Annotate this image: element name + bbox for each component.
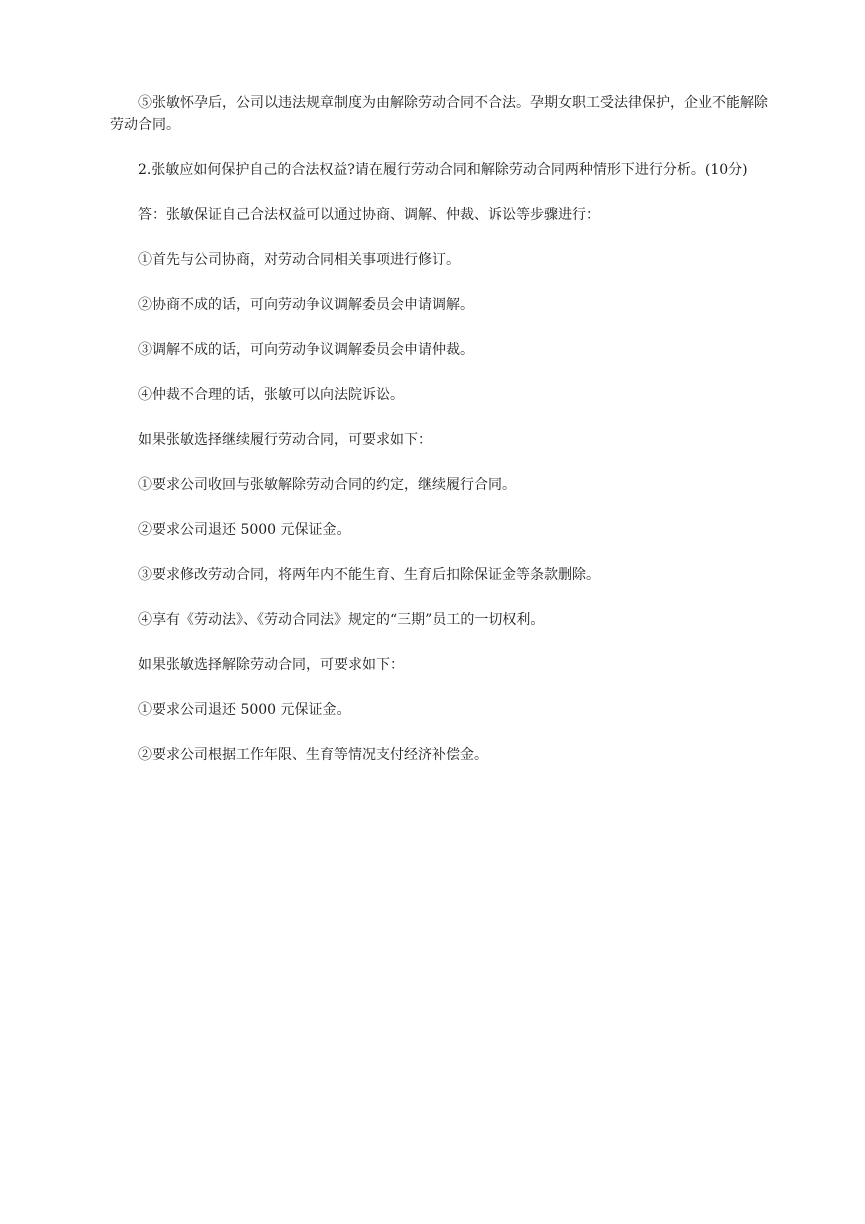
paragraph-question-2: 2.张敏应如何保护自己的合法权益?请在履行劳动合同和解除劳动合同两种情形下进行分析。(10分) (138, 162, 748, 178)
paragraph-terminate-contract-heading: 如果张敏选择解除劳动合同，可要求如下： (138, 657, 404, 673)
paragraph-continue-item-1: ①要求公司收回与张敏解除劳动合同的约定，继续履行合同。 (138, 477, 516, 493)
paragraph-continue-item-2: ②要求公司退还 5000 元保证金。 (138, 522, 351, 538)
paragraph-continue-item-4: ④享有《劳动法》、《劳动合同法》规定的“三期”员工的一切权利。 (138, 612, 545, 628)
paragraph-step-litigation: ④仲裁不合理的话，张敏可以向法院诉讼。 (138, 387, 404, 403)
paragraph-illegal-termination: ⑤张敏怀孕后，公司以违法规章制度为由解除劳动合同不合法。孕期女职工受法律保护，企业不能解除劳动合同。 (110, 95, 768, 133)
paragraph-answer-intro: 答：张敏保证自己合法权益可以通过协商、调解、仲裁、诉讼等步骤进行： (138, 207, 600, 223)
paragraph-step-mediation: ②协商不成的话，可向劳动争议调解委员会申请调解。 (138, 297, 474, 313)
paragraph-continue-contract-heading: 如果张敏选择继续履行劳动合同，可要求如下： (138, 432, 432, 448)
paragraph-terminate-item-1: ①要求公司退还 5000 元保证金。 (138, 702, 351, 718)
paragraph-step-negotiate: ①首先与公司协商，对劳动合同相关事项进行修订。 (138, 252, 460, 268)
paragraph-terminate-item-2: ②要求公司根据工作年限、生育等情况支付经济补偿金。 (138, 747, 488, 763)
paragraph-step-arbitration: ③调解不成的话，可向劳动争议调解委员会申请仲裁。 (138, 342, 474, 358)
document-body (110, 92, 770, 789)
paragraph-continue-item-3: ③要求修改劳动合同，将两年内不能生育、生育后扣除保证金等条款删除。 (138, 567, 600, 583)
